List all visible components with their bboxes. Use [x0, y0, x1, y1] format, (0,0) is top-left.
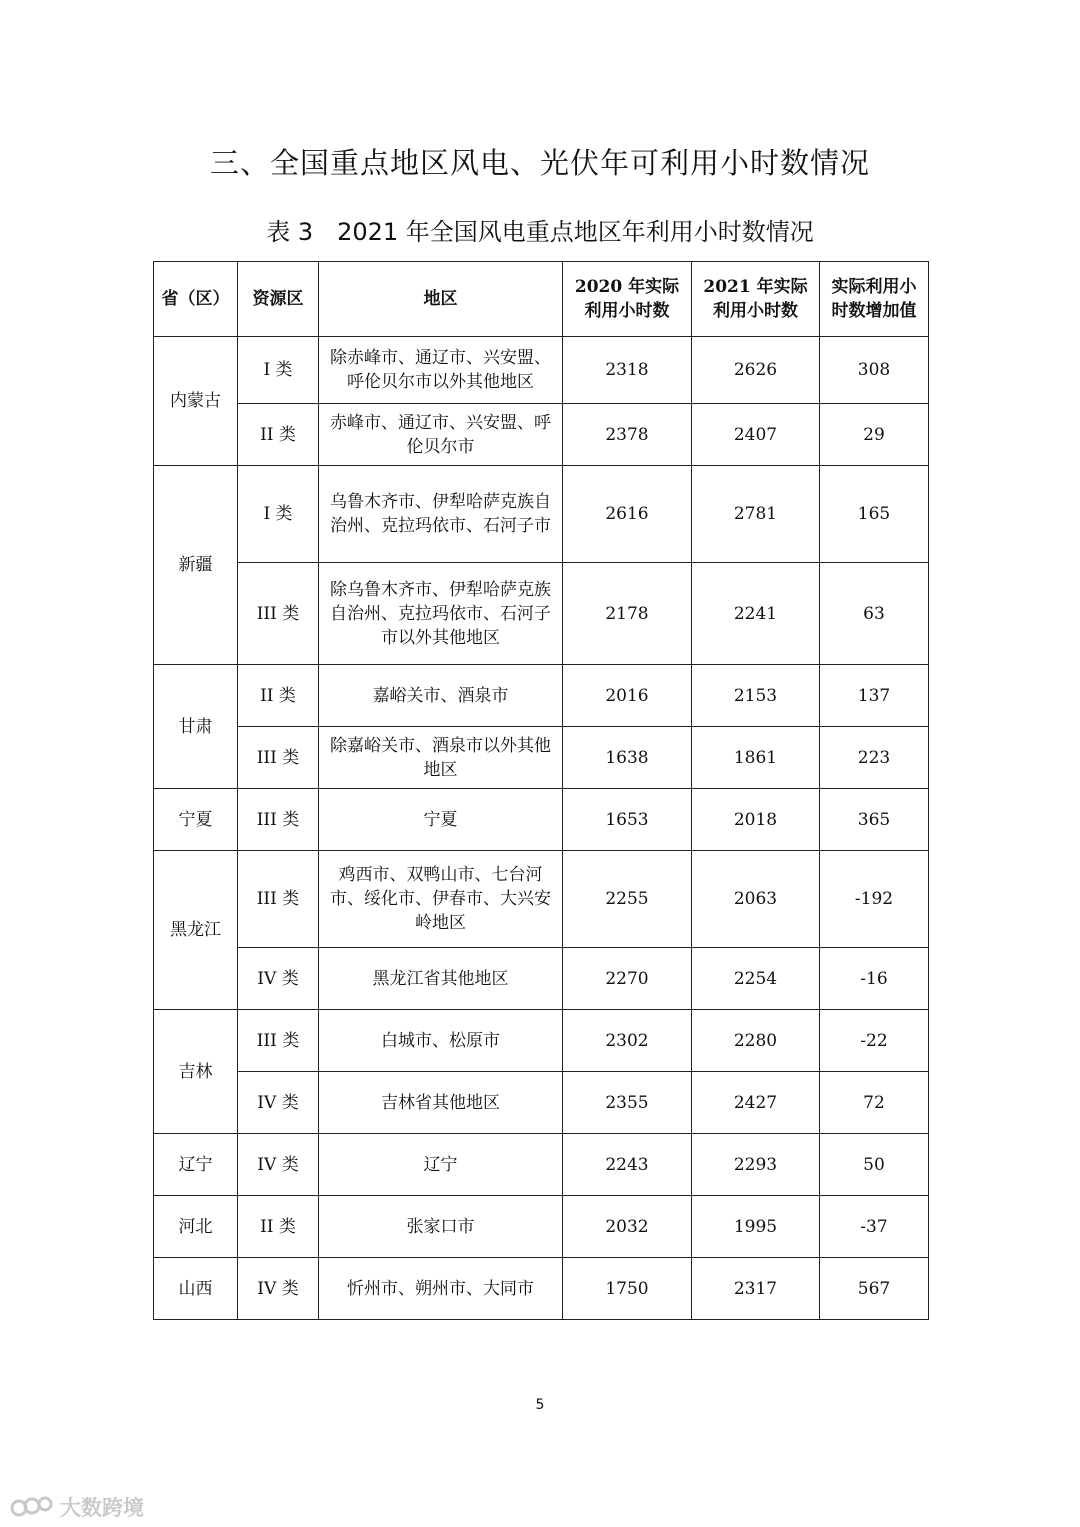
cell-province: 内蒙古	[154, 337, 238, 466]
cell-increase: 567	[820, 1258, 929, 1320]
table-row	[154, 563, 929, 665]
cell-hours-2021: 2018	[692, 789, 820, 851]
cell-hours-2021: 2407	[692, 404, 820, 466]
table-row	[154, 789, 929, 851]
cell-region: 除乌鲁木齐市、伊犁哈萨克族自治州、克拉玛依市、石河子市以外其他地区	[319, 563, 563, 665]
table-row	[154, 948, 929, 1010]
table-body	[154, 337, 929, 1320]
cell-region: 吉林省其他地区	[319, 1072, 563, 1134]
cell-region: 除赤峰市、通辽市、兴安盟、呼伦贝尔市以外其他地区	[319, 337, 563, 404]
table-row	[154, 1072, 929, 1134]
cell-increase: -22	[820, 1010, 929, 1072]
cell-resource-zone: II 类	[238, 1196, 319, 1258]
cell-hours-2020: 2032	[563, 1196, 692, 1258]
cell-region: 忻州市、朔州市、大同市	[319, 1258, 563, 1320]
table-row	[154, 851, 929, 948]
cell-province: 河北	[154, 1196, 238, 1258]
cell-hours-2021: 2280	[692, 1010, 820, 1072]
cell-hours-2021: 1995	[692, 1196, 820, 1258]
cell-hours-2020: 1750	[563, 1258, 692, 1320]
header-region: 地区	[319, 262, 563, 337]
cell-hours-2021: 2241	[692, 563, 820, 665]
cell-increase: -192	[820, 851, 929, 948]
cell-resource-zone: IV 类	[238, 1134, 319, 1196]
cell-resource-zone: III 类	[238, 727, 319, 789]
cell-increase: -16	[820, 948, 929, 1010]
cell-province: 甘肃	[154, 665, 238, 789]
watermark-text: 大数跨境	[60, 1496, 144, 1520]
cell-region: 除嘉峪关市、酒泉市以外其他地区	[319, 727, 563, 789]
cell-hours-2021: 2293	[692, 1134, 820, 1196]
table-row	[154, 1010, 929, 1072]
cell-region: 鸡西市、双鸭山市、七台河市、绥化市、伊春市、大兴安岭地区	[319, 851, 563, 948]
cell-region: 辽宁	[319, 1134, 563, 1196]
cell-hours-2021: 2063	[692, 851, 820, 948]
header-resource-zone: 资源区	[238, 262, 319, 337]
header-increase: 实际利用小时数增加值	[820, 262, 929, 337]
cell-increase: 63	[820, 563, 929, 665]
cell-increase: 223	[820, 727, 929, 789]
cell-resource-zone: III 类	[238, 789, 319, 851]
table-row	[154, 665, 929, 727]
cell-region: 乌鲁木齐市、伊犁哈萨克族自治州、克拉玛依市、石河子市	[319, 466, 563, 563]
cell-increase: 72	[820, 1072, 929, 1134]
table-row	[154, 727, 929, 789]
wind-hours-table	[153, 261, 929, 1320]
cell-hours-2020: 2616	[563, 466, 692, 563]
watermark	[10, 1492, 144, 1522]
cell-increase: 50	[820, 1134, 929, 1196]
cell-province: 山西	[154, 1258, 238, 1320]
cell-hours-2020: 2355	[563, 1072, 692, 1134]
cell-hours-2021: 2317	[692, 1258, 820, 1320]
table-row	[154, 404, 929, 466]
cell-province: 宁夏	[154, 789, 238, 851]
cell-resource-zone: II 类	[238, 665, 319, 727]
cell-hours-2020: 2243	[563, 1134, 692, 1196]
cell-region: 赤峰市、通辽市、兴安盟、呼伦贝尔市	[319, 404, 563, 466]
cell-region: 嘉峪关市、酒泉市	[319, 665, 563, 727]
cell-hours-2020: 2255	[563, 851, 692, 948]
cell-province: 黑龙江	[154, 851, 238, 1010]
table-row	[154, 1134, 929, 1196]
cell-region: 张家口市	[319, 1196, 563, 1258]
header-province: 省（区）	[154, 262, 238, 337]
section-title: 三、全国重点地区风电、光伏年可利用小时数情况	[209, 146, 870, 180]
table-row	[154, 1258, 929, 1320]
cell-resource-zone: III 类	[238, 851, 319, 948]
cell-hours-2020: 2378	[563, 404, 692, 466]
cell-province: 新疆	[154, 466, 238, 665]
header-hours-2020: 2020 年实际利用小时数	[563, 262, 692, 337]
page-number: 5	[535, 1397, 545, 1413]
cell-resource-zone: I 类	[238, 337, 319, 404]
table-row	[154, 1196, 929, 1258]
cell-hours-2020: 2178	[563, 563, 692, 665]
cell-resource-zone: I 类	[238, 466, 319, 563]
cell-increase: 29	[820, 404, 929, 466]
cell-hours-2021: 1861	[692, 727, 820, 789]
cell-region: 宁夏	[319, 789, 563, 851]
cell-hours-2021: 2626	[692, 337, 820, 404]
cell-hours-2020: 2318	[563, 337, 692, 404]
table-row	[154, 466, 929, 563]
cell-hours-2020: 1638	[563, 727, 692, 789]
cell-hours-2020: 2270	[563, 948, 692, 1010]
header-hours-2021: 2021 年实际利用小时数	[692, 262, 820, 337]
table-row	[154, 337, 929, 404]
cell-hours-2020: 2016	[563, 665, 692, 727]
brand-logo-icon	[10, 1494, 54, 1520]
cell-hours-2020: 2302	[563, 1010, 692, 1072]
cell-resource-zone: III 类	[238, 1010, 319, 1072]
cell-hours-2021: 2781	[692, 466, 820, 563]
cell-resource-zone: IV 类	[238, 948, 319, 1010]
cell-resource-zone: IV 类	[238, 1072, 319, 1134]
cell-province: 辽宁	[154, 1134, 238, 1196]
cell-increase: 165	[820, 466, 929, 563]
cell-increase: 308	[820, 337, 929, 404]
table-caption: 表 3 2021 年全国风电重点地区年利用小时数情况	[266, 218, 814, 246]
cell-hours-2021: 2254	[692, 948, 820, 1010]
cell-resource-zone: III 类	[238, 563, 319, 665]
cell-region: 白城市、松原市	[319, 1010, 563, 1072]
cell-increase: 137	[820, 665, 929, 727]
cell-resource-zone: II 类	[238, 404, 319, 466]
cell-region: 黑龙江省其他地区	[319, 948, 563, 1010]
cell-hours-2021: 2153	[692, 665, 820, 727]
cell-province: 吉林	[154, 1010, 238, 1134]
cell-resource-zone: IV 类	[238, 1258, 319, 1320]
table-header-row	[154, 262, 929, 337]
cell-hours-2020: 1653	[563, 789, 692, 851]
cell-hours-2021: 2427	[692, 1072, 820, 1134]
cell-increase: 365	[820, 789, 929, 851]
cell-increase: -37	[820, 1196, 929, 1258]
